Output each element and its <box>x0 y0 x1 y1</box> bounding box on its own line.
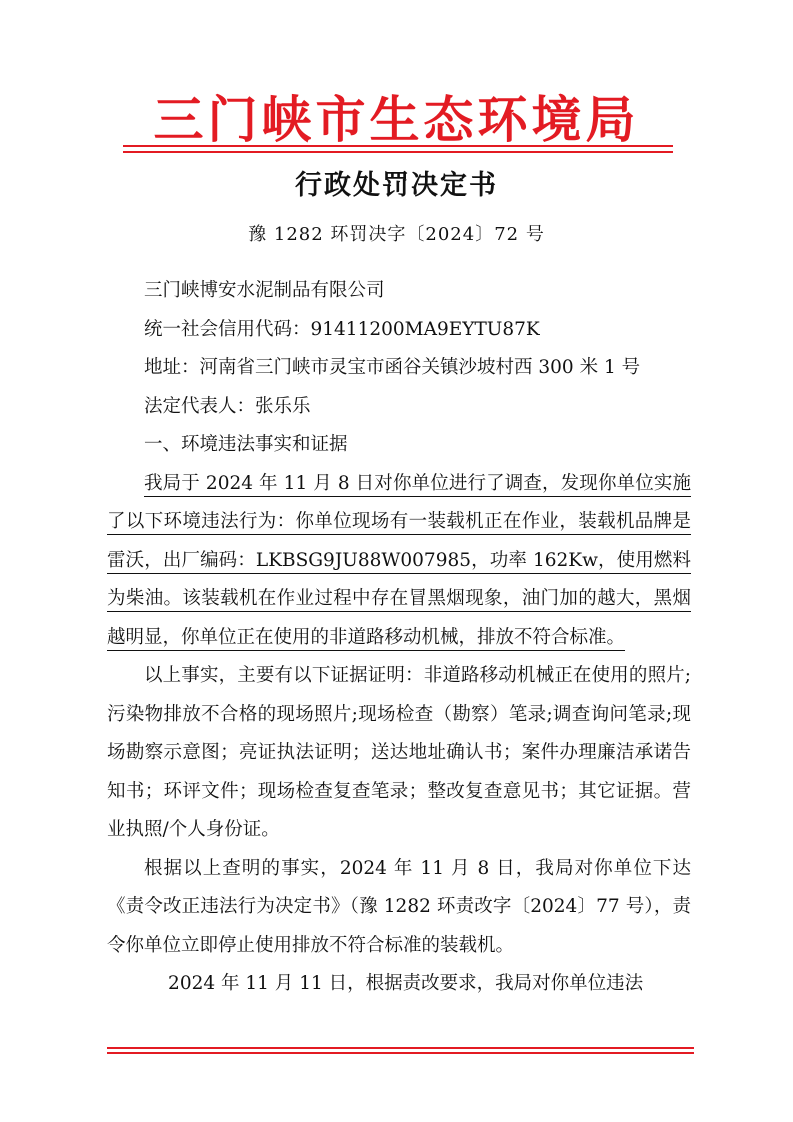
credit-code: 统一社会信用代码：91411200MA9EYTU87K <box>144 318 540 340</box>
footer-red-rule-top <box>107 1047 694 1049</box>
followup-paragraph: 2024 年 11 月 11 日，根据责改要求，我局对你单位违法 <box>168 973 644 994</box>
document-number: 豫 1282 环罚决字〔2024〕72 号 <box>248 224 545 245</box>
header-red-rule-bottom <box>123 151 673 153</box>
document-body <box>107 272 691 1004</box>
footer-red-rule-bottom <box>107 1052 694 1054</box>
company-name: 三门峡博安水泥制品有限公司 <box>144 280 385 301</box>
header-red-rule-top <box>123 145 673 147</box>
document-title: 行政处罚决定书 <box>295 170 498 201</box>
evidence-paragraph: 以上事实，主要有以下证据证明：非道路移动机械正在使用的照片;污染物排放不合格的现场照片;现场检查（勘察）笔录;调查询问笔录;现场勘察示意图；亮证执法证明；送达地址确认书；案件办理廉洁承诺告知书；环评文件；现场检查复查笔录；整改复查意见书；其它证据。营业执照/个人身份证。 <box>107 665 691 840</box>
legal-representative: 法定代表人：张乐乐 <box>144 395 311 417</box>
order-paragraph: 根据以上查明的事实，2024 年 11 月 8 日，我局对你单位下达《责令改正违法行为决定书》（豫 1282 环责改字〔2024〕77 号），责令你单位立即停止使用排放不符合标准的装载机。 <box>107 857 691 956</box>
section-heading-facts: 一、环境违法事实和证据 <box>144 434 348 455</box>
company-address: 地址：河南省三门峡市灵宝市函谷关镇沙坡村西 300 米 1 号 <box>144 357 641 378</box>
violation-facts: 我局于 2024 年 11 月 8 日对你单位进行了调查，发现你单位实施了以下环境违法行为：你单位现场有一装载机正在作业，装载机品牌是雷沃，出厂编码：LKBSG9JU88W007985，功率 162Kw，使用燃料为柴油。该装载机在作业过程中存在冒黑烟现象，油门加的越大，黑烟越明显，你单位正在使用的非道路移动机械，排放不符合标准。 <box>107 472 691 648</box>
agency-title: 三门峡市生态环境局 <box>153 90 640 149</box>
